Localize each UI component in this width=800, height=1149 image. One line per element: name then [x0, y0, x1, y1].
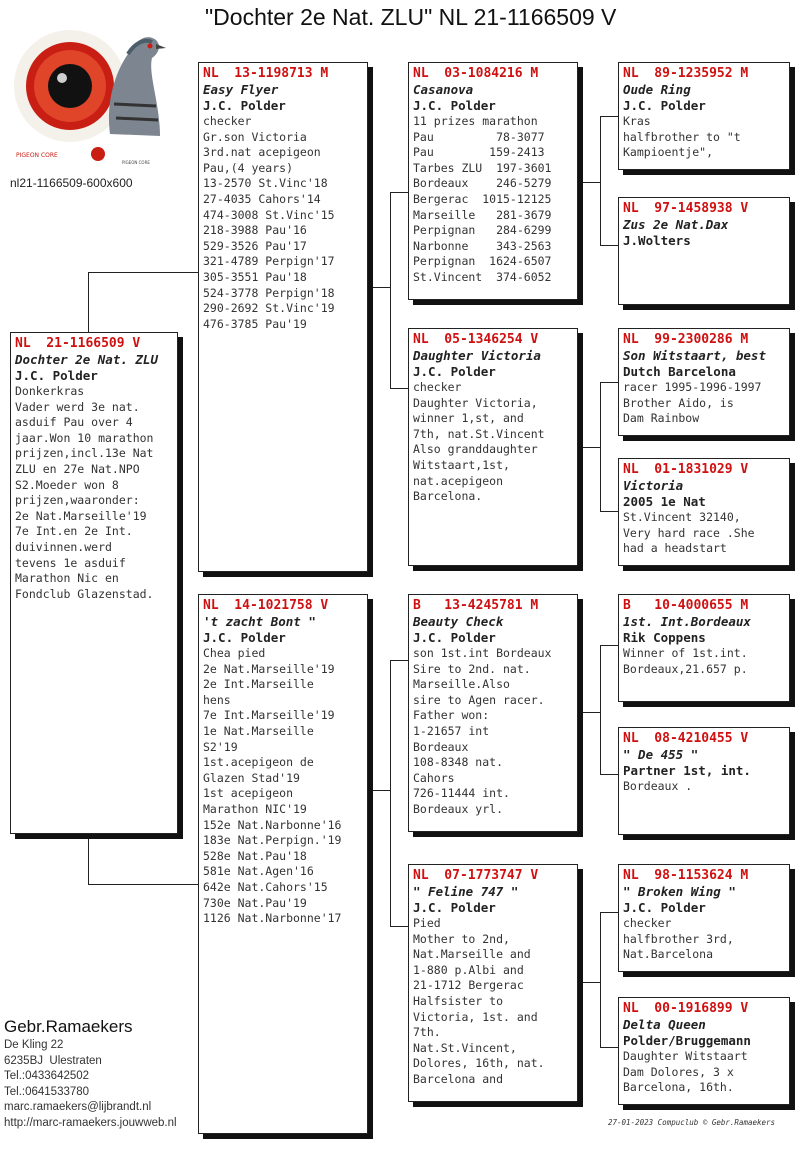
- breeder: Partner 1st, int.: [623, 763, 751, 778]
- text-line: Mother to 2nd,: [413, 931, 510, 946]
- pigeon-notes: [15, 384, 173, 602]
- text-line: De Kling 22: [4, 1039, 64, 1051]
- ring-number: NL 97-1458938 V: [623, 201, 749, 216]
- text-line: Gr.son Victoria: [203, 129, 307, 144]
- pigeon-name: Casanova: [413, 82, 474, 97]
- text-line: Cahors: [413, 770, 455, 785]
- pigeon-name: Dochter 2e Nat. ZLU: [15, 352, 158, 367]
- text-line: asduif Pau over 4: [15, 415, 133, 430]
- pigeon-name: 't zacht Bont ": [203, 614, 316, 629]
- text-line: Bordeaux: [413, 739, 469, 754]
- pigeon-card-dam-dam[interactable]: [408, 864, 578, 1102]
- pigeon-card-subject[interactable]: [10, 332, 178, 834]
- connector: [582, 982, 600, 984]
- connector: [88, 834, 199, 885]
- text-line: Barcelona and: [413, 1071, 504, 1086]
- pigeon-name: " Feline 747 ": [413, 884, 519, 899]
- text-line: Victoria, 1st. and: [413, 1009, 538, 1024]
- text-line: 2e Nat.Marseille'19: [203, 661, 335, 676]
- text-line: Marseille.Also: [413, 677, 510, 692]
- text-line[interactable]: marc.ramaekers@lijbrandt.nl: [4, 1101, 152, 1114]
- text-line: Also granddaughter: [413, 442, 538, 457]
- text-line: Pied: [413, 916, 441, 930]
- pigeon-name: " Broken Wing ": [623, 884, 736, 899]
- pigeon-notes: [413, 114, 573, 286]
- text-line: 290-2692 St.Vinc'19: [203, 301, 335, 316]
- text-line: S2.Moeder won 8: [15, 477, 119, 492]
- connector: [600, 382, 619, 512]
- text-line: Bergerac 1015-12125: [413, 191, 552, 206]
- text-line: winner 1,st, and: [413, 411, 524, 426]
- text-line: Fondclub Glazenstad.: [15, 586, 154, 601]
- pigeon-card-gg-4[interactable]: [618, 458, 790, 566]
- ring-number: NL 89-1235952 M: [623, 66, 749, 81]
- breeder: J.Wolters: [623, 233, 691, 248]
- pigeon-notes: [413, 916, 573, 1088]
- pigeon-card-gg-8[interactable]: [618, 997, 790, 1105]
- logo-brand-text: PIGEON CORE: [16, 152, 58, 159]
- connector: [582, 712, 600, 714]
- logo-caption: nl21-1166509-600x600: [10, 176, 133, 190]
- breeder: Polder/Bruggemann: [623, 1033, 751, 1048]
- pigeon-name: Zus 2e Nat.Dax: [623, 217, 729, 232]
- pigeon-name: Daughter Victoria: [413, 348, 541, 363]
- connector: [600, 645, 619, 775]
- connector: [582, 182, 600, 184]
- connector: [582, 447, 600, 449]
- text-line: S2'19: [203, 739, 238, 754]
- text-line: Bordeaux .: [623, 779, 693, 793]
- text-line: Perpignan 1624-6507: [413, 254, 552, 269]
- ring-number: NL 21-1166509 V: [15, 336, 141, 351]
- pigeon-name: Victoria: [623, 478, 684, 493]
- text-line: Barcelona, 16th.: [623, 1080, 734, 1095]
- text-line: duivinnen.werd: [15, 539, 112, 554]
- text-line: Glazen Stad'19: [203, 770, 300, 785]
- text-line: 11 prizes marathon: [413, 114, 538, 128]
- pigeon-name: Oude Ring: [623, 82, 691, 97]
- text-line: 305-3551 Pau'18: [203, 269, 307, 284]
- pigeon-notes: [203, 114, 363, 332]
- footnote: 27-01-2023 Compuclub © Gebr.Ramaekers: [608, 1118, 776, 1127]
- text-line: 1e Nat.Marseille: [203, 723, 314, 738]
- pigeon-card-gg-5[interactable]: [618, 594, 790, 702]
- text-line: 726-11444 int.: [413, 786, 510, 801]
- text-line: Tel.:0433642502: [4, 1070, 90, 1083]
- text-line: St.Vincent 32140,: [623, 510, 741, 524]
- breeder: J.C. Polder: [623, 98, 706, 113]
- breeder: 2005 1e Nat: [623, 494, 706, 509]
- ring-number: NL 08-4210455 V: [623, 731, 749, 746]
- ring-number: NL 01-1831029 V: [623, 462, 749, 477]
- pigeon-name: " De 455 ": [623, 747, 699, 762]
- pigeon-card-dam-sire[interactable]: [408, 594, 578, 832]
- text-line: 7th, nat.St.Vincent: [413, 426, 545, 441]
- text-line: sire to Agen racer.: [413, 692, 545, 707]
- pigeon-notes: [413, 380, 573, 505]
- text-line: jaar.Won 10 marathon: [15, 430, 154, 445]
- text-line: 7th.: [413, 1025, 441, 1040]
- text-line: nat.acepigeon: [413, 473, 504, 488]
- connector: [390, 192, 409, 389]
- connector: [88, 272, 199, 333]
- text-line: 730e Nat.Pau'19: [203, 895, 307, 910]
- ring-number: NL 99-2300286 M: [623, 332, 749, 347]
- text-line: Witstaart,1st,: [413, 457, 510, 472]
- text-line: Father won:: [413, 708, 490, 723]
- text-line: 27-4035 Cahors'14: [203, 191, 321, 206]
- text-line: Marseille 281-3679: [413, 207, 552, 222]
- pigeon-name: Easy Flyer: [203, 82, 279, 97]
- text-line: Tarbes ZLU 197-3601: [413, 160, 552, 175]
- text-line: 2e Int.Marseille: [203, 677, 314, 692]
- text-line: Pau 159-2413: [413, 145, 545, 160]
- text-line: Halfsister to: [413, 993, 504, 1008]
- pigeon-notes: [203, 646, 363, 927]
- text-line: ZLU en 27e Nat.NPO: [15, 461, 140, 476]
- text-line: 524-3778 Perpign'18: [203, 285, 335, 300]
- text-line: Donkerkras: [15, 384, 85, 398]
- breeder: Dutch Barcelona: [623, 364, 736, 379]
- contact-lines: [4, 1038, 177, 1132]
- logo-sub-text: PIGEON CORE: [122, 160, 150, 165]
- pigeon-notes: [623, 779, 785, 795]
- text-line: Marathon NIC'19: [203, 801, 307, 816]
- text-line: halfbrother 3rd,: [623, 931, 734, 946]
- ring-number: NL 14-1021758 V: [203, 598, 329, 613]
- text-line: 3rd.nat acepigeon: [203, 145, 321, 160]
- text-line: Bordeaux yrl.: [413, 801, 504, 816]
- pigeon-notes: [623, 646, 785, 677]
- text-line: Tel.:0641533780: [4, 1085, 90, 1098]
- text-line: racer 1995-1996-1997: [623, 380, 762, 394]
- pigeon-name: Beauty Check: [413, 614, 504, 629]
- text-line: 1st acepigeon: [203, 786, 294, 801]
- breeder: Rik Coppens: [623, 630, 706, 645]
- text-line: Nat.Marseille and: [413, 947, 531, 962]
- text-line: 474-3008 St.Vinc'15: [203, 207, 335, 222]
- pigeon-card-gg-3[interactable]: [618, 328, 790, 436]
- text-line: 13-2570 St.Vinc'18: [203, 176, 328, 191]
- text-line: Brother Aido, is: [623, 395, 734, 410]
- text-line: checker: [413, 380, 462, 394]
- text-line: Winner of 1st.int.: [623, 646, 748, 660]
- text-line: Bordeaux,21.657 p.: [623, 661, 748, 676]
- pigeon-card-gg-7[interactable]: [618, 864, 790, 972]
- text-line: Dam Dolores, 3 x: [623, 1064, 734, 1079]
- breeder: J.C. Polder: [413, 98, 496, 113]
- text-line: Kras: [623, 114, 651, 128]
- text-line: 1st.acepigeon de: [203, 755, 314, 770]
- text-line: tevens 1e asduif: [15, 555, 126, 570]
- text-line: St.Vincent 374-6052: [413, 269, 552, 284]
- text-line: 7e Int.en 2e Int.: [15, 524, 133, 539]
- connector: [372, 287, 390, 289]
- ring-number: NL 05-1346254 V: [413, 332, 539, 347]
- pigeon-notes: [623, 510, 785, 557]
- pigeon-name: 1st. Int.Bordeaux: [623, 614, 751, 629]
- text-line: 6235BJ Ulestraten: [4, 1054, 102, 1067]
- connector: [600, 116, 619, 246]
- text-line: Nat.Barcelona: [623, 947, 714, 962]
- pigeon-notes: [623, 916, 785, 963]
- ring-number: NL 03-1084216 M: [413, 66, 539, 81]
- text-line: Vader werd 3e nat.: [15, 399, 140, 414]
- text-line: Pau,(4 years): [203, 160, 294, 175]
- text-line: prijzen,incl.13e Nat: [15, 446, 154, 461]
- breeder: J.C. Polder: [203, 630, 286, 645]
- ring-number: B 13-4245781 M: [413, 598, 539, 613]
- text-line: 1-880 p.Albi and: [413, 962, 524, 977]
- text-line: 476-3785 Pau'19: [203, 316, 307, 331]
- text-line[interactable]: http://marc-ramaekers.jouwweb.nl: [4, 1116, 177, 1129]
- pigeon-name: Son Witstaart, best: [623, 348, 766, 363]
- text-line: checker: [623, 916, 672, 930]
- text-line: prijzen,waaronder:: [15, 493, 140, 508]
- text-line: 581e Nat.Agen'16: [203, 864, 314, 879]
- connector: [390, 660, 409, 927]
- text-line: Chea pied: [203, 646, 266, 660]
- text-line: Very hard race .She: [623, 525, 755, 540]
- pigeon-card-gg-2[interactable]: [618, 197, 790, 305]
- pigeon-name: Delta Queen: [623, 1017, 706, 1032]
- breeder: J.C. Polder: [413, 900, 496, 915]
- text-line: Daughter Victoria,: [413, 395, 538, 410]
- text-line: 529-3526 Pau'17: [203, 238, 307, 253]
- page-title: "Dochter 2e Nat. ZLU" NL 21-1166509 V: [205, 4, 617, 30]
- text-line: 1126 Nat.Narbonne'17: [203, 911, 342, 926]
- pigeon-card-sire-sire[interactable]: [408, 62, 578, 300]
- ring-number: B 10-4000655 M: [623, 598, 749, 613]
- text-line: 321-4789 Perpign'17: [203, 254, 335, 269]
- pigeon-eye-logo: [10, 14, 170, 174]
- breeder: J.C. Polder: [15, 368, 98, 383]
- text-line: 21-1712 Bergerac: [413, 978, 524, 993]
- pigeon-notes: [623, 114, 785, 161]
- ring-number: NL 98-1153624 M: [623, 868, 749, 883]
- text-line: Dam Rainbow: [623, 411, 700, 426]
- pigeon-card-sire[interactable]: [198, 62, 368, 572]
- text-line: 2e Nat.Marseille'19: [15, 508, 147, 523]
- connector: [600, 912, 619, 1048]
- connector: [372, 790, 390, 792]
- text-line: 218-3988 Pau'16: [203, 223, 307, 238]
- pigeon-notes: [623, 1049, 785, 1096]
- text-line: 1-21657 int: [413, 723, 490, 738]
- owner-name: Gebr.Ramaekers: [4, 1017, 133, 1036]
- text-line: Sire to 2nd. nat.: [413, 661, 531, 676]
- text-line: 642e Nat.Cahors'15: [203, 879, 328, 894]
- breeder: J.C. Polder: [413, 630, 496, 645]
- text-line: Barcelona.: [413, 489, 483, 504]
- text-line: Pau 78-3077: [413, 129, 545, 144]
- text-line: 108-8348 nat.: [413, 755, 504, 770]
- pigeon-card-gg-6[interactable]: [618, 727, 790, 835]
- text-line: hens: [203, 692, 231, 707]
- breeder: J.C. Polder: [203, 98, 286, 113]
- text-line: 7e Int.Marseille'19: [203, 708, 335, 723]
- ring-number: NL 00-1916899 V: [623, 1001, 749, 1016]
- text-line: Marathon Nic en: [15, 571, 119, 586]
- text-line: son 1st.int Bordeaux: [413, 646, 552, 660]
- pigeon-notes: [413, 646, 573, 818]
- ring-number: NL 13-1198713 M: [203, 66, 329, 81]
- text-line: Daughter Witstaart: [623, 1049, 748, 1063]
- text-line: checker: [203, 114, 252, 128]
- text-line: Dolores, 16th, nat.: [413, 1056, 545, 1071]
- pigeon-card-sire-dam[interactable]: [408, 328, 578, 566]
- text-line: Narbonne 343-2563: [413, 238, 552, 253]
- pigeon-card-dam[interactable]: [198, 594, 368, 1134]
- text-line: had a headstart: [623, 541, 727, 556]
- text-line: 183e Nat.Perpign.'19: [203, 833, 342, 848]
- pigeon-card-gg-1[interactable]: [618, 62, 790, 170]
- text-line: Bordeaux 246-5279: [413, 176, 552, 191]
- breeder: J.C. Polder: [623, 900, 706, 915]
- text-line: Nat.St.Vincent,: [413, 1040, 517, 1055]
- text-line: Kampioentje",: [623, 145, 714, 160]
- breeder: J.C. Polder: [413, 364, 496, 379]
- pigeon-notes: [623, 380, 785, 427]
- text-line: 528e Nat.Pau'18: [203, 848, 307, 863]
- text-line: 152e Nat.Narbonne'16: [203, 817, 342, 832]
- owner-contact: [4, 1016, 177, 1132]
- text-line: Perpignan 284-6299: [413, 223, 552, 238]
- text-line: halfbrother to "t: [623, 129, 741, 144]
- ring-number: NL 07-1773747 V: [413, 868, 539, 883]
